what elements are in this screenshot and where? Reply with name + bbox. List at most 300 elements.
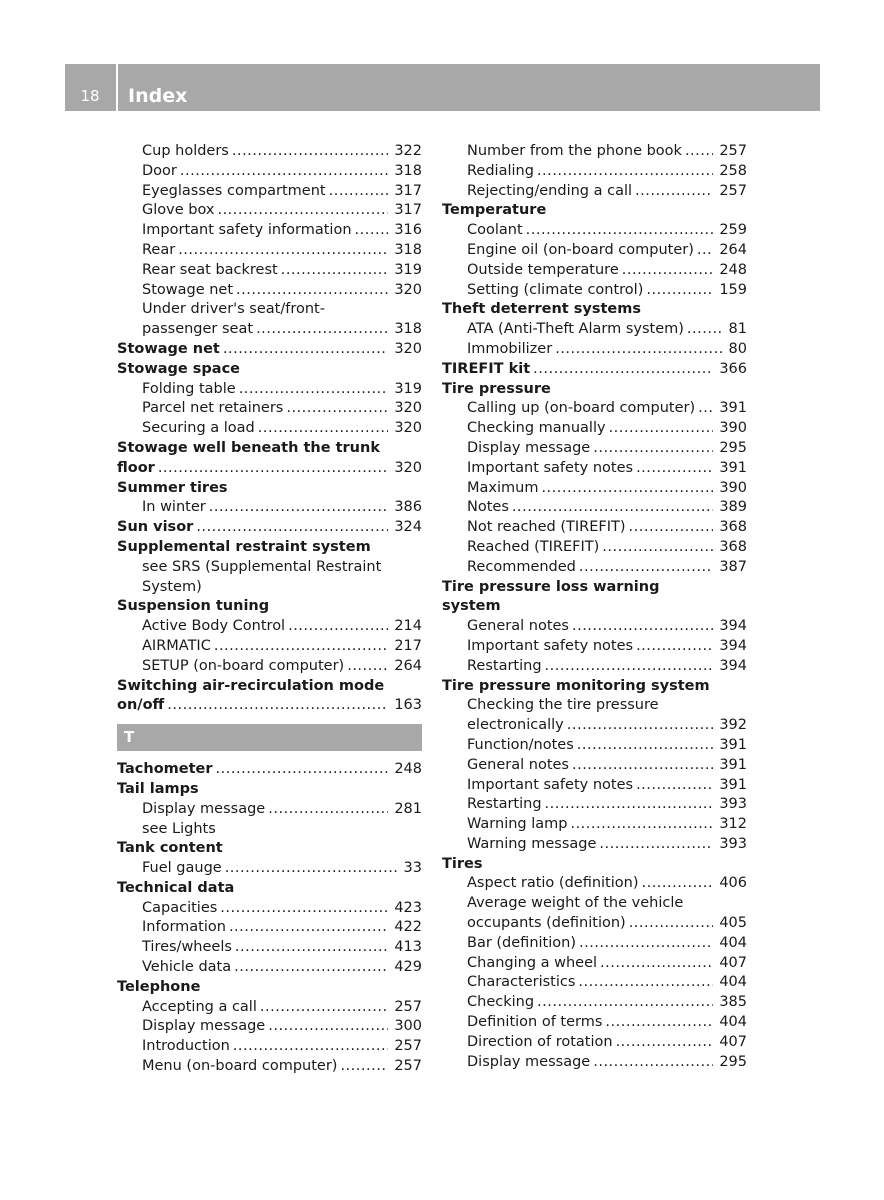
dot-leader [329,182,389,202]
dot-leader [687,320,723,340]
entry-text: Menu (on-board computer) [142,1058,338,1075]
page-reference: 404 [719,974,747,991]
dot-leader [555,340,722,360]
index-subentry [117,399,422,419]
entry-text: Technical data [117,879,235,896]
dot-leader [225,859,398,879]
dot-leader [545,795,714,815]
index-subentry [442,221,747,241]
entry-text: Tail lamps [117,780,199,797]
index-entry [442,201,747,221]
index-subentry [442,439,747,459]
page-reference: 385 [719,994,747,1011]
index-subentry [442,320,747,340]
page-reference: 404 [719,1014,747,1031]
entry-text: AIRMATIC [142,637,211,654]
index-subentry [117,558,422,578]
index-subentry [442,518,747,538]
entry-list-t-continued [442,142,747,1072]
page-reference: 312 [719,816,747,833]
entry-text: Stowage space [117,360,241,377]
page-reference: 320 [394,400,422,417]
dot-leader [602,538,713,558]
page-reference: 406 [719,875,747,892]
index-entry [117,839,422,859]
entry-text: Definition of terms [467,1014,603,1031]
page-reference: 163 [394,697,422,714]
index-subentry [117,899,422,919]
entry-text: system [442,598,501,615]
entry-text: Restarting [467,657,542,674]
index-subentry [442,954,747,974]
entry-text: Summer tires [117,479,228,496]
page-reference: 422 [394,919,422,936]
page-reference: 392 [719,717,747,734]
page-reference: 324 [394,519,422,536]
entry-text: Securing a load [142,420,255,437]
index-subentry [117,617,422,637]
index-subentry [442,617,747,637]
entry-text: Tire pressure loss warning [442,578,660,595]
entry-text: Bar (definition) [467,934,576,951]
index-subentry [117,261,422,281]
page-reference: 257 [394,998,422,1015]
index-subentry [442,1053,747,1073]
dot-leader [579,558,713,578]
page-reference: 264 [394,657,422,674]
page-reference: 295 [719,1053,747,1070]
dot-leader [541,479,713,499]
index-entry [117,479,422,499]
page-reference: 394 [719,657,747,674]
dot-leader [217,201,388,221]
index-subentry [442,795,747,815]
index-entry [442,380,747,400]
entry-text: Redialing [467,162,534,179]
page-reference: 257 [719,143,747,159]
entry-text: SETUP (on-board computer) [142,657,345,674]
entry-text: Sun visor [117,519,194,536]
page-reference: 318 [394,241,422,258]
entry-list-t [117,760,422,1077]
index-subentry [117,918,422,938]
dot-leader [545,657,714,677]
index-subentry [442,340,747,360]
index-entry [442,578,747,598]
index-entry [442,677,747,697]
entry-text: Tachometer [117,761,213,778]
index-subentry [442,736,747,756]
index-subentry [442,538,747,558]
dot-leader [340,1057,388,1077]
index-entry [117,518,422,538]
index-entry [442,300,747,320]
page-reference: 391 [719,756,747,773]
entry-text: Function/notes [467,736,574,753]
entry-text: Warning message [467,835,597,852]
index-subentry [117,221,422,241]
index-subentry [117,657,422,677]
page-reference: 217 [394,637,422,654]
index-subentry [442,637,747,657]
page-reference: 366 [719,360,747,377]
index-subentry [442,993,747,1013]
dot-leader [158,459,388,479]
index-subentry [117,320,422,340]
index-subentry [442,657,747,677]
index-subentry [117,578,422,598]
entry-text: Vehicle data [142,959,232,976]
page-reference: 320 [394,340,422,357]
index-subentry [442,162,747,182]
entry-text: Maximum [467,479,539,496]
dot-leader [232,142,388,162]
page-title: Index [128,85,188,107]
dot-leader [698,399,713,419]
dot-leader [636,637,713,657]
index-subentry [117,498,422,518]
page-reference: 394 [719,637,747,654]
dot-leader [209,498,389,518]
index-column-left [117,142,422,1077]
entry-text: Switching air-recirculation mode [117,677,385,694]
index-subentry [442,894,747,914]
entry-text: In winter [142,499,206,516]
entry-text: Important safety notes [467,459,634,476]
dot-leader [537,162,713,182]
index-entry [117,439,422,459]
index-subentry [117,142,422,162]
index-subentry [442,973,747,993]
index-entry [117,459,422,479]
entry-text: electronically [467,717,564,734]
index-column-right [442,142,747,1072]
entry-text: Engine oil (on-board computer) [467,241,694,258]
entry-text: Rear seat backrest [142,261,278,278]
index-subentry [442,558,747,578]
dot-leader [229,918,388,938]
header-divider [116,64,118,111]
dot-leader [629,518,714,538]
entry-text: see Lights [142,820,216,837]
dot-leader [578,973,713,993]
dot-leader [268,1017,388,1037]
index-entry [442,855,747,875]
entry-text: Stowage net [142,281,234,298]
entry-text: Tank content [117,840,223,857]
page-reference: 320 [394,420,422,437]
entry-text: Display message [467,1053,591,1070]
dot-leader [697,241,713,261]
index-subentry [117,182,422,202]
entry-text: Stowage net [117,340,220,357]
entry-text: Eyeglasses compartment [142,182,326,199]
dot-leader [629,914,714,934]
dot-leader [256,320,388,340]
entry-text: Display message [467,439,591,456]
page-reference: 429 [394,959,422,976]
page-reference: 320 [394,459,422,476]
dot-leader [579,934,713,954]
index-subentry [442,399,747,419]
dot-leader [622,261,714,281]
page-reference: 257 [719,182,747,199]
index-subentry [117,958,422,978]
entry-text: Not reached (TIREFIT) [467,519,626,536]
page-header [65,64,820,111]
index-entry [117,879,422,899]
index-subentry [117,241,422,261]
dot-leader [533,360,713,380]
entry-text: Rejecting/ending a call [467,182,633,199]
entry-text: Accepting a call [142,998,257,1015]
dot-leader [636,459,713,479]
dot-leader [593,439,713,459]
entry-text: Reached (TIREFIT) [467,538,600,555]
dot-leader [567,716,714,736]
dot-leader [214,637,388,657]
entry-text: Direction of rotation [467,1033,613,1050]
page-reference: 320 [394,281,422,298]
index-subentry [117,201,422,221]
page-reference: 386 [394,499,422,516]
index-entry [117,760,422,780]
entry-text: Outside temperature [467,261,619,278]
index-entry [117,978,422,998]
entry-text: Average weight of the vehicle [467,895,684,912]
entry-text: Supplemental restraint system [117,538,371,555]
dot-leader [641,874,713,894]
index-subentry [442,835,747,855]
page-reference: 214 [394,618,422,635]
dot-leader [268,800,388,820]
page-reference: 318 [394,162,422,179]
dot-leader [260,998,388,1018]
index-subentry [442,459,747,479]
index-subentry [442,874,747,894]
page-reference: 391 [719,400,747,417]
dot-leader [572,617,713,637]
index-entry [117,780,422,800]
dot-leader [616,1033,714,1053]
index-subentry [117,281,422,301]
entry-text: Notes [467,499,509,516]
dot-leader [216,760,389,780]
entry-text: Display message [142,1018,266,1035]
dot-leader [577,736,714,756]
entry-text: Folding table [142,380,236,397]
page-reference: 318 [394,321,422,338]
entry-text: Fuel gauge [142,860,222,877]
index-subentry [442,281,747,301]
dot-leader [234,958,388,978]
dot-leader [347,657,388,677]
entry-text: Tires [442,855,483,872]
dot-leader [220,899,388,919]
entry-text: Warning lamp [467,816,568,833]
index-entry [117,538,422,558]
page-reference: 394 [719,618,747,635]
page-reference: 319 [394,261,422,278]
dot-leader [636,776,713,796]
entry-text: floor [117,459,155,476]
entry-text: Restarting [467,796,542,813]
page-number: 18 [80,87,100,105]
page-reference: 322 [394,143,422,159]
entry-text: Under driver's seat/front- [142,301,325,318]
page-reference: 387 [719,558,747,575]
index-subentry [442,815,747,835]
index-subentry [117,162,422,182]
dot-leader [286,399,388,419]
index-subentry [117,1017,422,1037]
entry-text: Glove box [142,202,215,219]
page-reference: 264 [719,241,747,258]
dot-leader [537,993,713,1013]
index-subentry [117,419,422,439]
entry-list-s [117,142,422,716]
dot-leader [355,221,389,241]
entry-text: Theft deterrent systems [442,301,641,318]
entry-text: Display message [142,800,266,817]
entry-text: Tire pressure [442,380,551,397]
dot-leader [599,835,713,855]
page-reference: 317 [394,202,422,219]
page-reference: 33 [403,860,422,877]
index-subentry [442,1013,747,1033]
entry-text: Checking [467,994,535,1011]
index-subentry [442,914,747,934]
page-reference: 281 [394,800,422,817]
dot-leader [635,182,713,202]
page-reference: 390 [719,420,747,437]
index-subentry [117,938,422,958]
entry-text: Recommended [467,558,576,575]
page-reference: 393 [719,835,747,852]
entry-text: on/off [117,697,165,714]
entry-text: Number from the phone book [467,143,682,159]
entry-text: General notes [467,756,569,773]
page-reference: 248 [394,761,422,778]
dot-leader [180,162,388,182]
dot-leader [605,1013,713,1033]
entry-text: see SRS (Supplemental Restraint [142,558,382,575]
page-reference: 404 [719,934,747,951]
entry-text: Parcel net retainers [142,400,284,417]
page-reference: 423 [394,899,422,916]
entry-text: Changing a wheel [467,954,598,971]
index-subentry [442,756,747,776]
page-reference: 159 [719,281,747,298]
dot-leader [570,815,713,835]
page-reference: 257 [394,1058,422,1075]
index-subentry [117,637,422,657]
index-subentry [117,820,422,840]
entry-text: Characteristics [467,974,576,991]
page-reference: 319 [394,380,422,397]
dot-leader [233,1037,389,1057]
index-entry [442,360,747,380]
dot-leader [609,419,714,439]
page-reference: 389 [719,499,747,516]
index-subentry [117,998,422,1018]
dot-leader [196,518,388,538]
entry-text: Checking the tire pressure [467,697,659,714]
dot-leader [239,380,389,400]
dot-leader [288,617,388,637]
entry-text: Suspension tuning [117,598,270,615]
index-subentry [442,479,747,499]
index-subentry [442,934,747,954]
page-reference: 391 [719,459,747,476]
dot-leader [600,954,713,974]
entry-text: System) [142,578,202,595]
entry-text: Stowage well beneath the trunk [117,439,380,456]
index-entry [442,597,747,617]
dot-leader [223,340,388,360]
entry-text: Setting (climate control) [467,281,644,298]
page-reference: 258 [719,162,747,179]
entry-text: Cup holders [142,143,229,159]
entry-text: Temperature [442,202,547,219]
index-subentry [442,498,747,518]
entry-text: Important safety notes [467,637,634,654]
index-subentry [117,380,422,400]
page-reference: 248 [719,261,747,278]
entry-text: Rear [142,241,176,258]
entry-text: General notes [467,618,569,635]
entry-text: ATA (Anti-Theft Alarm system) [467,321,684,338]
dot-leader [512,498,713,518]
index-subentry [442,261,747,281]
index-subentry [117,800,422,820]
page-reference: 368 [719,519,747,536]
entry-text: Important safety notes [467,776,634,793]
entry-text: Capacities [142,899,218,916]
page-reference: 368 [719,538,747,555]
dot-leader [593,1053,713,1073]
entry-text: Calling up (on-board computer) [467,400,696,417]
page-reference: 405 [719,915,747,932]
page-reference: 407 [719,1033,747,1050]
entry-text: Active Body Control [142,618,286,635]
dot-leader [178,241,388,261]
index-entry [117,340,422,360]
page-reference: 300 [394,1018,422,1035]
entry-text: passenger seat [142,321,254,338]
dot-leader [572,756,713,776]
page-reference: 295 [719,439,747,456]
page-reference: 391 [719,736,747,753]
index-subentry [442,716,747,736]
page-reference: 391 [719,776,747,793]
entry-text: Information [142,919,226,936]
entry-text: TIREFIT kit [442,360,531,377]
dot-leader [167,696,388,716]
index-subentry [442,142,747,162]
dot-leader [526,221,714,241]
index-entry [117,597,422,617]
page-reference: 316 [394,222,422,239]
dot-leader [646,281,713,301]
page-reference: 390 [719,479,747,496]
page-reference: 81 [728,321,747,338]
section-letter-bar: T [117,724,422,751]
index-subentry [117,1037,422,1057]
index-entry [117,677,422,697]
entry-text: Tire pressure monitoring system [442,677,710,694]
entry-text: Immobilizer [467,340,553,357]
